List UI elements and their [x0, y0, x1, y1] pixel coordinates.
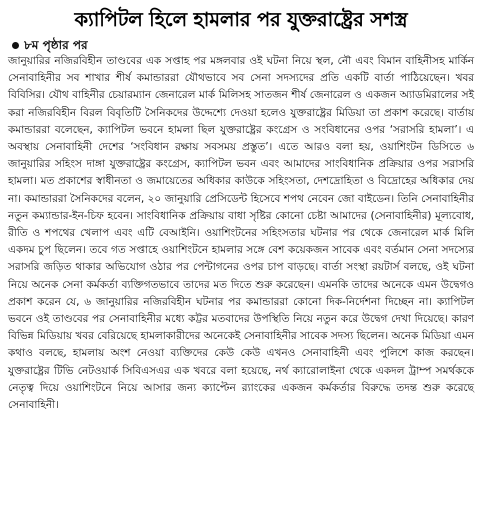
- continuation-label: ৮ম পৃষ্ঠার পর: [24, 38, 88, 52]
- headline: ক্যাপিটল হিলে হামলার পর যুক্তরাষ্ট্রের সশস্ত্র: [74, 8, 408, 31]
- bullet-icon: [12, 42, 19, 49]
- article-body: জানুয়ারির নজিরবিহীন তাণ্ডবের এক সপ্তাহ পর মঙ্গলবার ওই ঘটনা নিয়ে স্থল, নৌ এবং বিমান বাহিনীসহ মার্কিন সেনাবাহিনীর সব শাখার শীর্ষ কমান্ডাররা যৌথভাবে সব সেনা সদস্যদের প্রতি একটি বার্তা পাঠিয়েছেন। খবর বিবিসির। যৌথ বাহিনীর চেয়ারম্যান জেনারেল মার্ক মিলিসহ সাতজন শীর্ষ জেনারেল ও একজন অ্যাডমিরালের সই করা নজিরবিহীন বিরল বিবৃতিটি সৈনিকদের উদ্দেশ্যে দেওয়া হলেও যুক্তরাষ্ট্রের মিডিয়া তা প্রকাশ করেছে। বার্তায় কমান্ডাররা বলেছেন, ক্যাপিটল ভবনে হামলা ছিল যুক্তরাষ্ট্রের কংগ্রেস ও সংবিধানের ওপর ‘সরাসরি হামলা’। এ অবস্থায় সেনাবাহিনী দেশের ‘সংবিধান রক্ষায় সবসময় প্রস্তুত’। এতে আরও বলা হয়, ওয়াশিংটন ডিসিতে ৬ জানুয়ারির সহিংস দাঙ্গা যুক্তরাষ্ট্রের কংগ্রেস, ক্যাপিটল ভবন এবং আমাদের সাংবিধানিক প্রক্রিয়ার ওপর সরাসরি হামলা। মত প্রকাশের স্বাধীনতা ও জমায়েতের অধিকার কাউকে সহিংসতা, দেশদ্রোহিতা ও বিদ্রোহের অধিকার দেয় না। কমান্ডাররা সৈনিকদের বলেন, ২০ জানুয়ারি প্রেসিডেন্ট হিসেবে শপথ নেবেন জো বাইডেন। তিনি সেনাবাহিনীর নতুন কম্যান্ডার-ইন-চিফ হবেন। সাংবিধানিক প্রক্রিয়ায় বাধা সৃষ্টির কোনো চেষ্টা আমাদের (সেনাবাহিনীর) মূল্যবোধ, রীতি ও শপথের খেলাপ এবং এটি বেআইনি। ওয়াশিংটনের সহিংসতার ঘটনার পর থেকে জেনারেল মার্ক মিলি একদম চুপ ছিলেন। তবে গত সপ্তাহে ওয়াশিংটনে হামলার সঙ্গে বেশ কয়েকজন সাবেক এবং বর্তমান সেনা সদস্যের সরাসরি জড়িত থাকার অভিযোগ ওঠার পর পেন্টাগনের ওপর চাপ বাড়ছে। বার্তা সংস্থা রয়টার্স বলছে, ওই ঘটনা নিয়ে অনেক সেনা কর্মকর্তা ব্যক্তিগতভাবে তাদের মত দিতে শুরু করেছেন। এমনকি তাদের অনেকে এমন উদ্বেগও প্রকাশ করেন যে, ৬ জানুয়ারির নজিরবিহীন ঘটনার পর কমান্ডাররা কোনো দিক-নির্দেশনা দিচ্ছেন না। ক্যাপিটল ভবনে ওই তাণ্ডবের পর সেনাবাহিনীর মধ্যে কট্টর মতবাদের উপস্থিতি নিয়ে নতুন করে উদ্বেগ দেখা দিয়েছে। কারণ বিভিন্ন মিডিয়ায় খবর বেরিয়েছে হামলাকারীদের অনেকেই সেনাবাহিনীর সাবেক সদস্য ছিলেন। অনেক মিডিয়া এমন কথাও বলছে, হামলায় অংশ নেওয়া ব্যক্তিদের কেউ কেউ এখনও সেনাবাহিনী এবং পুলিশে কাজ করছেন। যুক্তরাষ্ট্রের টিভি নেটওয়ার্ক সিবিএসএর এক খবরে বলা হয়েছে, নর্থ ক্যারোলাইনা থেকে একদল ট্রাম্প সমর্থককে নেতৃত্ব দিয়ে ওয়াশিংটনে নিয়ে আসার জন্য ক্যাপ্টেন র‍্যাংকের একজন কর্মকর্তার বিরুদ্ধে তদন্ত শুরু করেছে সেনাবাহিনী।: [8, 55, 474, 412]
- continuation-note: [8, 38, 474, 52]
